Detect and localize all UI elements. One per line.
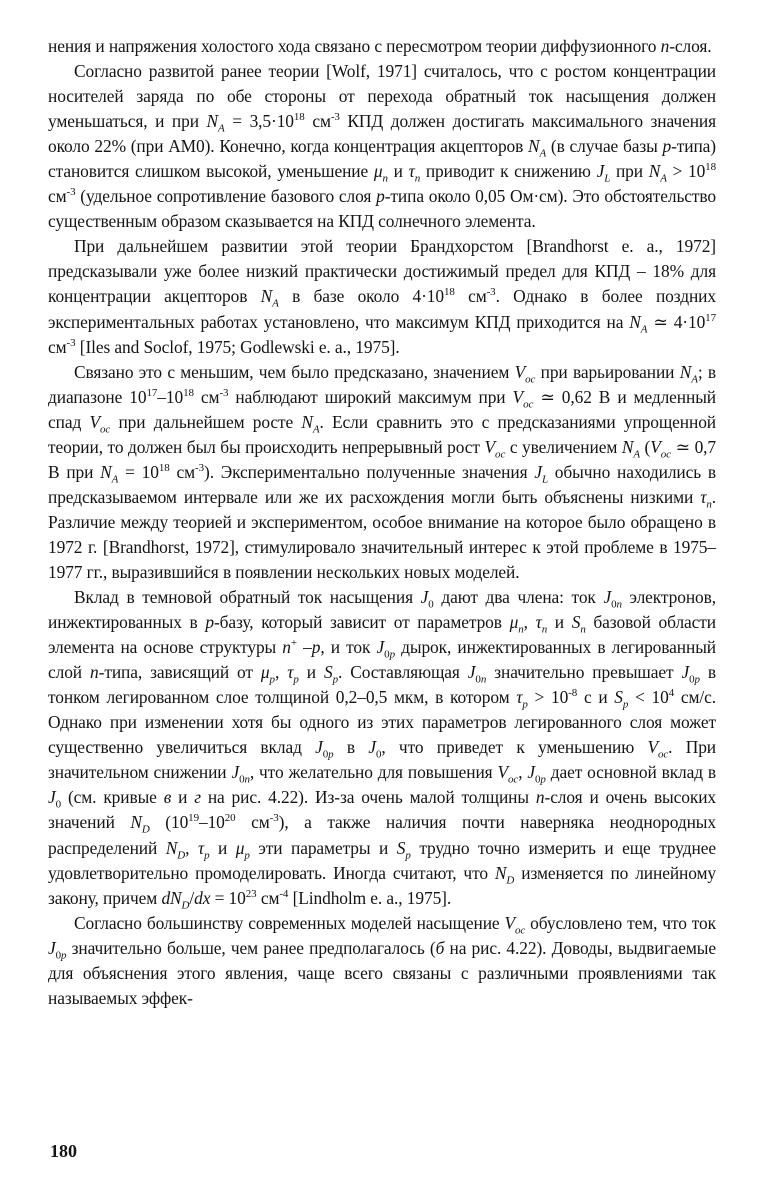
paragraph-0 — [48, 34, 716, 59]
paragraph-3 — [48, 360, 716, 585]
paragraph-3-text: Связано это с меньшим, чем было предсказано, значением $V_{oc}$ при варьировании $N_A$; в диапазоне $10^{17}-10^{18}$ $см^{-3}$ наблюдают широкий максимум при $V_{oc}$ ≃ 0,62 В и медленный спад $V_{oc}$ при дальнейшем росте $N_A$. Если сравнить это с предсказаниями упрощенной теории, то должен был бы происходить непрерывный рост $V_{oc}$ с увеличением $N_A$ ($V_{oc}$ ≃ 0,7 В при $N_A = 10^{18}$ $см^{-3}$). Экспериментально полученные значения $J_L$ обычно находились в предсказываемом интервале или же их расхождения могли быть объяснены низкими $\tau_n$. Различие между теорией и экспериментом, особое внимание на которое было обращено в 1972 г. [Brandhorst, 1972], стимулировало значительный интерес к этой проблеме в 1975–1977 гг., выразившийся в появлении нескольких новых моделей. — [48, 361, 717, 582]
paragraph-5-text: Согласно большинству современных моделей насыщение $V_{oc}$ обусловлено тем, что ток $J_{0p}$ значительно больше, чем ранее предполагалось (б на рис. 4.22). Доводы, выдвигаемые для объяснения этого явления, чаще всего связаны с различными проявлениями так называемых эффек- — [48, 912, 716, 1008]
paragraph-4-text: Вклад в темновой обратный ток насыщения $J_0$ дают два члена: ток $J_{0n}$ электронов, инжектированных в p-базу, который зависит от параметров $\mu_n$, $\tau_n$ и $S_n$ базовой области элемента на основе структуры n+ –p, и ток $J_{0p}$ дырок, инжектированных в легированный слой n-типа, зависящий от $\mu_p$, $\tau_p$ и $S_p$. Составляющая $J_{0n}$ значительно превышает $J_{0p}$ в тонком легированном слое толщиной 0,2–0,5 мкм, в котором $\tau_p > 10^{-8}$ с и $S_p < 10^4$ см/с. Однако при изменении хотя бы одного из этих параметров легированного слоя может существенно увеличиться вклад $J_{0p}$ в $J_0$, что приведет к уменьшению $V_{oc}$. При значительном снижении $J_{0n}$, что желательно для повышения $V_{oc}$, $J_{0p}$ дает основной вклад в $J_0$ (см. кривые в и г на рис. 4.22). Из-за очень малой толщины n-слоя и очень высоких значений $N_D$ ($10^{19}-10^{20}$ $см^{-3}$), а также наличия почти наверняка неоднородных распределений $N_D$, $\tau_p$ и $\mu_p$ эти параметры и $S_p$ трудно точно измерить и еще труднее удовлетворительно промоделировать. Иногда считают, что $N_D$ изменяется по линейному закону, причем $dN_D/dx = 10^{23}$ $см^{-4}$ [Lindholm e. a., 1975]. — [48, 587, 717, 912]
paragraph-4 — [48, 585, 716, 911]
paragraph-2 — [48, 234, 716, 359]
page-body — [48, 34, 716, 1011]
paragraph-1 — [48, 59, 716, 234]
paragraph-1-text: Согласно развитой ранее теории [Wolf, 1971] считалось, что с ростом концентрации носителей заряда по обе стороны от перехода обратный ток насыщения должен уменьшаться, и при $N_A = 3,5\cdot 10^{18}$ $см^{-3}$ КПД должен достигать максимального значения около 22% (при АМ0). Конечно, когда концентрация акцепторов $N_A$ (в случае базы p-типа) становится слишком высокой, уменьшение $\mu_n$ и $\tau_n$ приводит к снижению $J_L$ при $N_A > 10^{18}$ $см^{-3}$ (удельное сопротивление базового слоя p-типа около 0,05 Ом·см). Это обстоятельство существенным образом сказывается на КПД солнечного элемента. — [48, 61, 717, 232]
paragraph-2-text: При дальнейшем развитии этой теории Брандхорстом [Brandhorst e. a., 1972] предсказывали уже более низкий практически достижимый предел для КПД – 18% для концентрации акцепторов $N_A$ в базе около $4\cdot 10^{18}$ $см^{-3}$. Однако в более поздних экспериментальных работах установлено, что максимум КПД приходится на $N_A$ ≃ $4\cdot 10^{17}$ $см^{-3}$ [Iles and Soclof, 1975; Godlewski e. a., 1975]. — [48, 236, 716, 357]
paragraph-5 — [48, 911, 716, 1011]
page-number: 180 — [50, 1141, 77, 1161]
paragraph-0-text: нения и напряжения холостого хода связано с пересмотром теории диффузионного n-слоя. — [48, 36, 712, 56]
